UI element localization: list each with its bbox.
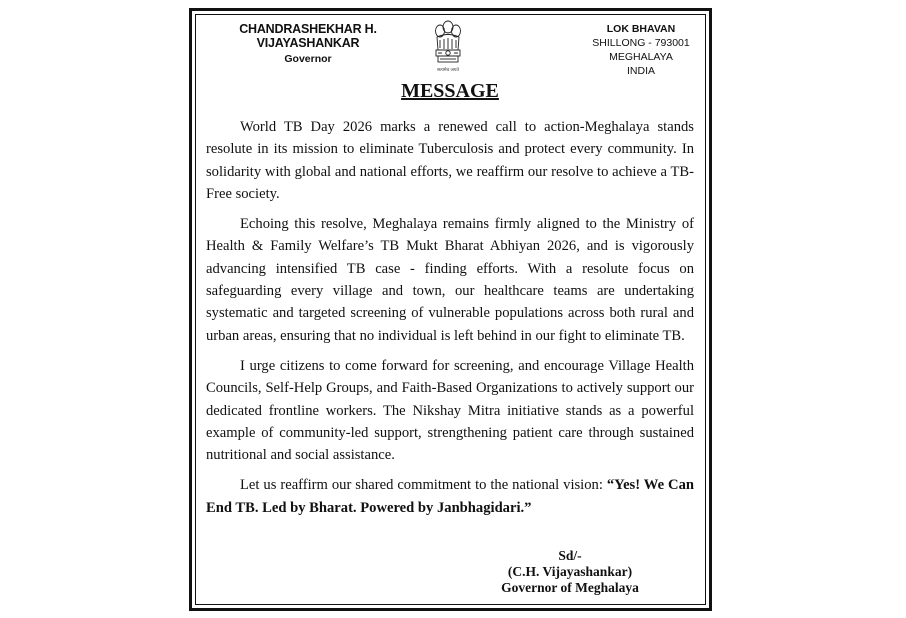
paragraph-1: World TB Day 2026 marks a renewed call to action-Meghalaya stands resolute in its mission to eliminate Tuberculosis and protect every community. In solidarity with global and national efforts, we reaffirm our resolve to achieve a TB-Free society.	[206, 119, 694, 202]
address-line-3: MEGHALAYA	[609, 51, 673, 63]
governor-header	[199, 22, 417, 65]
message-body	[206, 116, 694, 527]
paragraph-closing	[206, 474, 694, 519]
governor-name: CHANDRASHEKHAR H. VIJAYASHANKAR	[239, 22, 377, 50]
address-line-1: LOK BHAVAN	[606, 23, 676, 35]
closing-quote: “Yes! We Can End TB. Led by Bharat. Powered by Janbhagidari.”	[206, 477, 694, 516]
signature-block	[490, 548, 650, 596]
paragraph-3: I urge citizens to come forward for screening, and encourage Village Health Councils, Self-Help Groups, and Faith-Based Organizations to actively support our dedicated frontline workers. The Nikshay Mitra initiative stands as a powerful example of community-led support, strengthening patient care through sustained nutritional and social assistance.	[206, 357, 694, 464]
address-block	[576, 22, 706, 78]
message-title: MESSAGE	[401, 80, 499, 102]
governor-title: Governor	[284, 53, 332, 65]
state-emblem-icon	[431, 18, 465, 76]
signature-name: (C.H. Vijayashankar)	[507, 564, 633, 579]
address-line-4: INDIA	[626, 65, 655, 77]
signature-designation: Governor of Meghalaya	[501, 580, 639, 595]
closing-text: Let us reaffirm our shared commitment to the national vision:	[240, 477, 607, 494]
emblem-caption: सत्यमेव जयते	[436, 68, 460, 73]
signature-sd: Sd/-	[558, 548, 582, 563]
address-line-2: SHILLONG - 793001	[592, 37, 690, 49]
paragraph-2: Echoing this resolve, Meghalaya remains firmly aligned to the Ministry of Health & Family Welfare’s TB Mukt Bharat Abhiyan 2026, and is vigorously advancing intensified TB case - finding efforts. With a resolute focus on safeguarding every village and town, our healthcare teams are undertaking systematic and targeted screening of vulnerable populations across both rural and urban areas, ensuring that no individual is left behind in our fight to eliminate TB.	[206, 216, 694, 344]
